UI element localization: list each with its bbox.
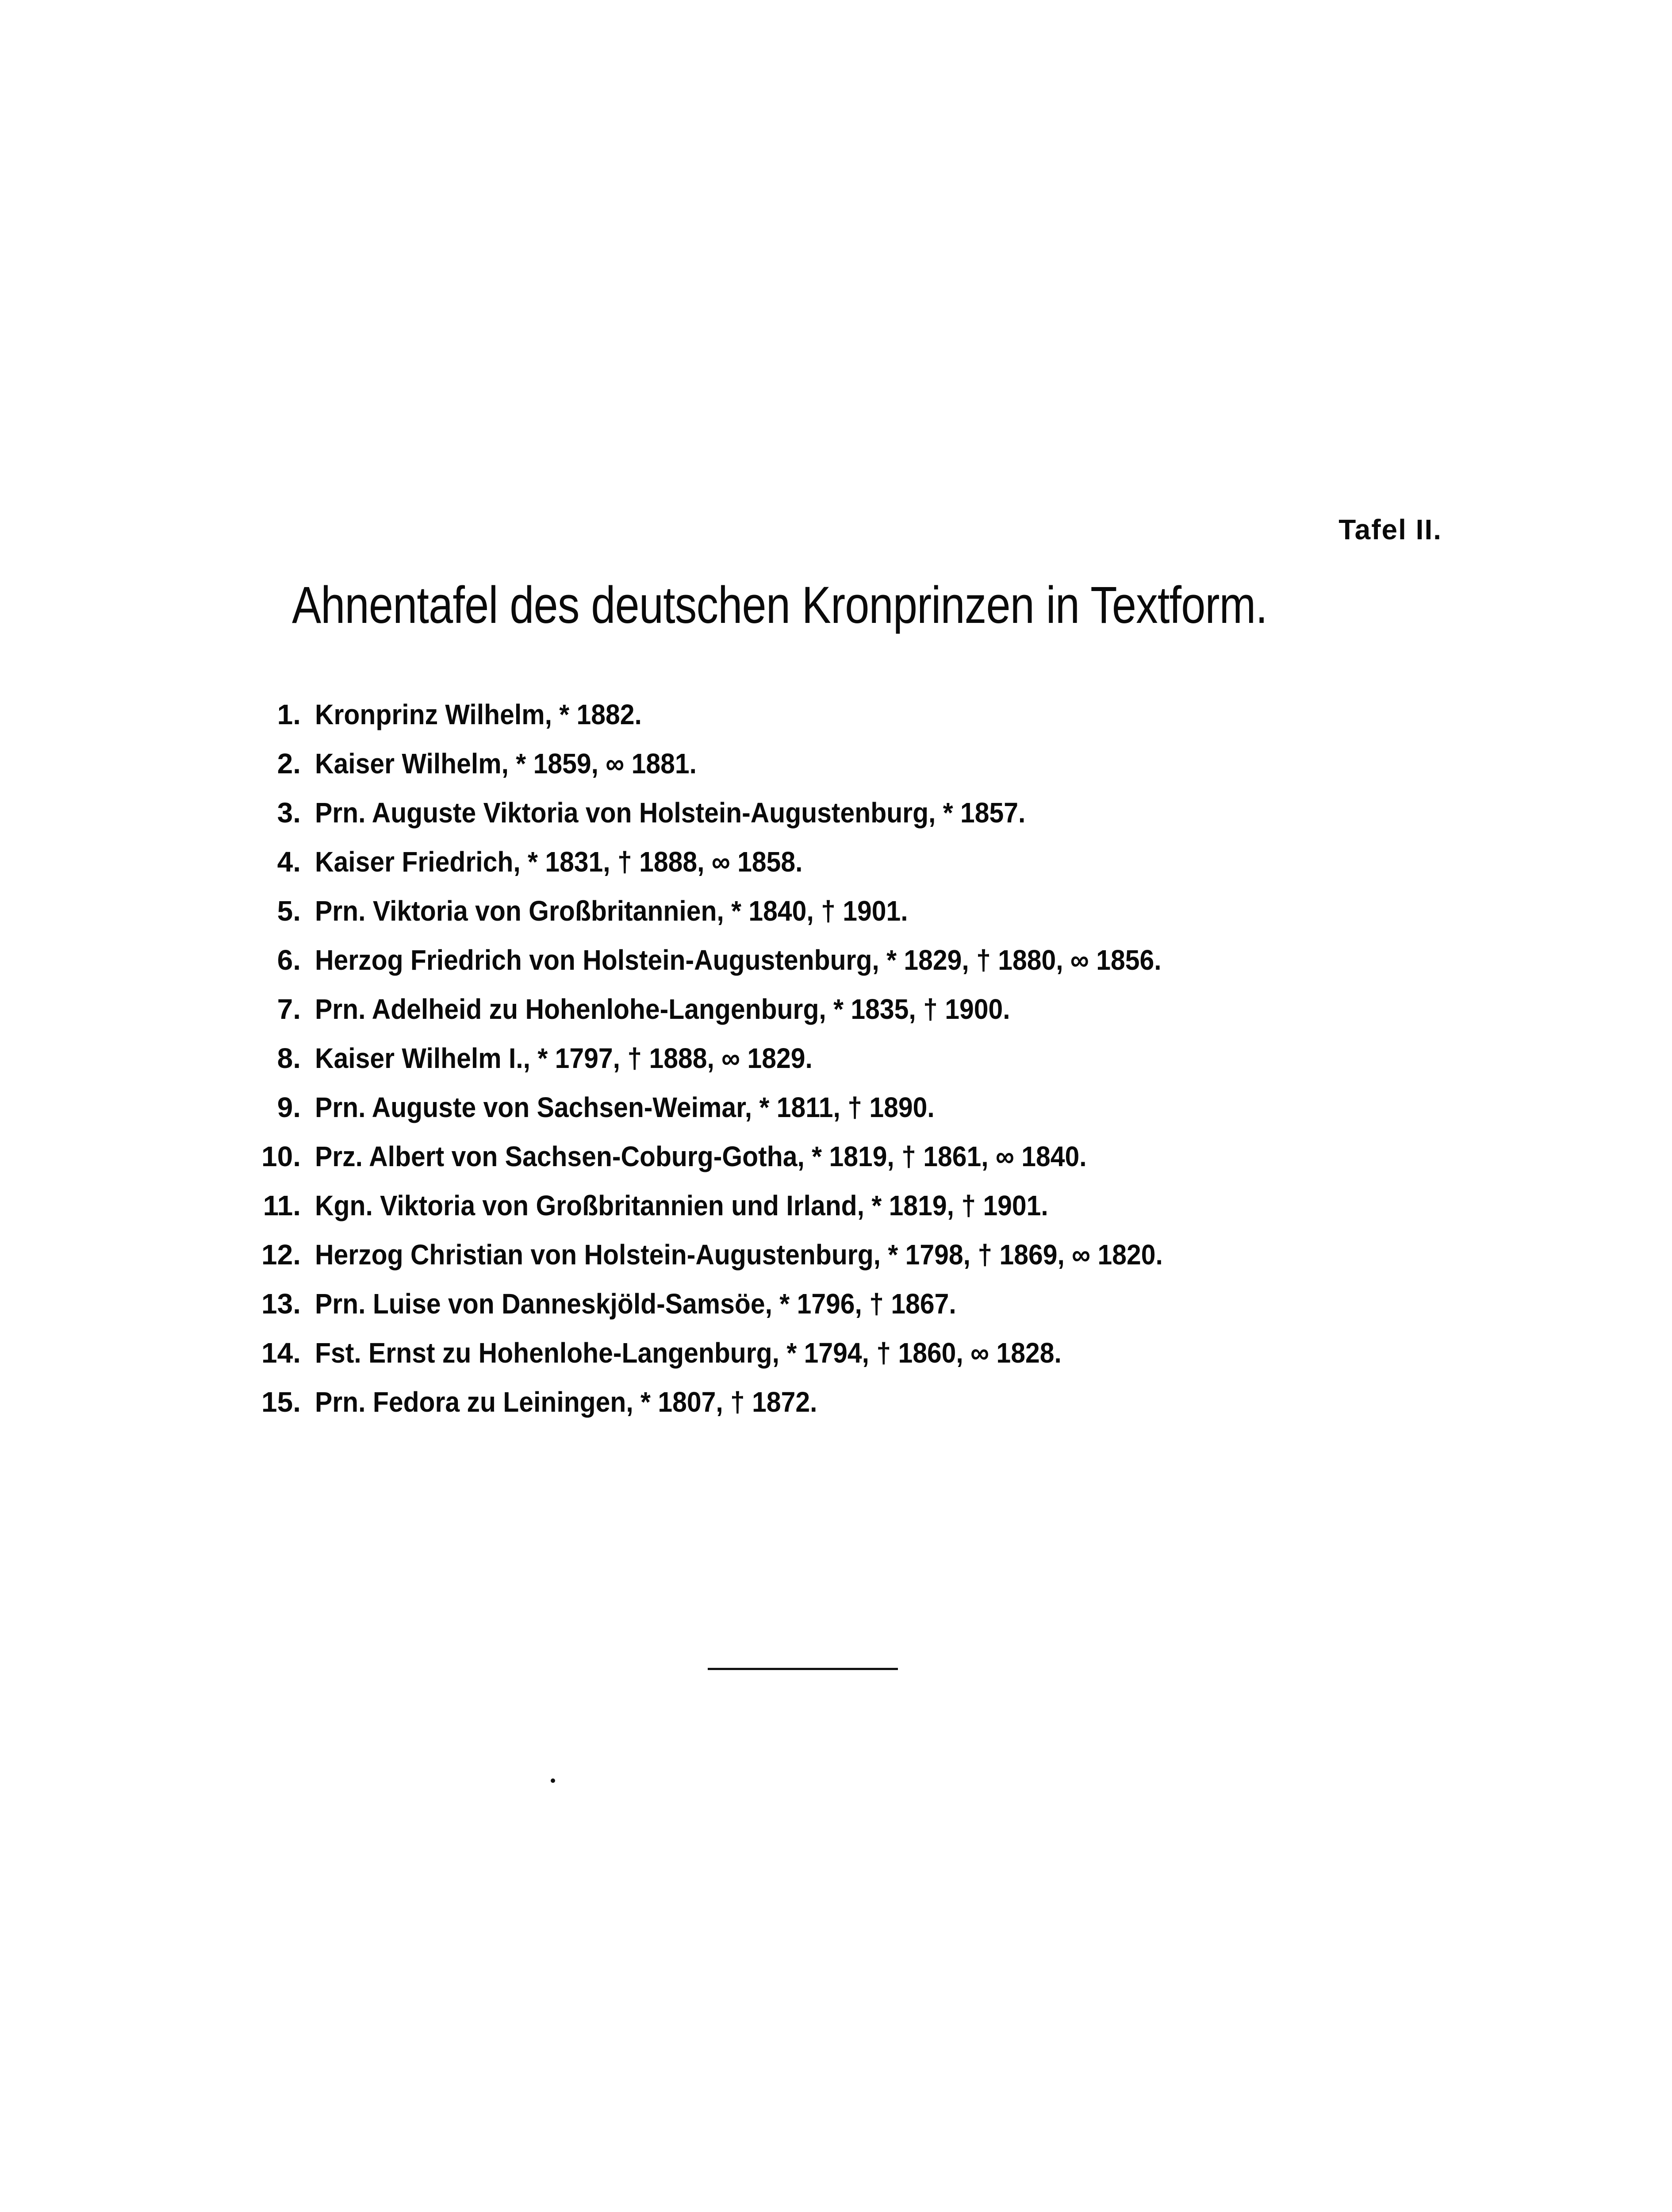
- entry-text: Prn. Fedora zu Leiningen, * 1807, † 1872.: [315, 1386, 817, 1418]
- stray-mark: [551, 1778, 555, 1783]
- entry-number: 13.: [261, 1288, 301, 1320]
- entry-text: Herzog Friedrich von Holstein-Augustenburg, * 1829, † 1880, ∞ 1856.: [315, 944, 1162, 976]
- entry-text: Kaiser Wilhelm I., * 1797, † 1888, ∞ 1829.: [315, 1042, 813, 1074]
- list-item: [248, 1230, 1237, 1279]
- entry-number: 8.: [277, 1042, 301, 1074]
- entry-text: Prn. Auguste Viktoria von Holstein-Augustenburg, * 1857.: [315, 797, 1026, 829]
- entry-text: Fst. Ernst zu Hohenlohe-Langenburg, * 1794, † 1860, ∞ 1828.: [315, 1337, 1062, 1369]
- list-item: [248, 985, 1237, 1034]
- ancestor-list: [248, 690, 1237, 1427]
- entry-text: Kgn. Viktoria von Großbritannien und Irland, * 1819, † 1901.: [315, 1190, 1048, 1221]
- list-item: [248, 788, 1237, 837]
- entry-text: Prn. Adelheid zu Hohenlohe-Langenburg, * 1835, † 1900.: [315, 993, 1010, 1025]
- entry-text: Prz. Albert von Sachsen-Coburg-Gotha, * 1819, † 1861, ∞ 1840.: [315, 1141, 1087, 1172]
- entry-text: Kaiser Friedrich, * 1831, † 1888, ∞ 1858.: [315, 846, 803, 878]
- list-item: [248, 1181, 1237, 1230]
- list-item: [248, 887, 1237, 936]
- section-divider: [708, 1668, 898, 1670]
- entry-number: 1.: [277, 699, 301, 730]
- entry-number: 7.: [277, 993, 301, 1025]
- list-item: [248, 1034, 1237, 1083]
- entry-text: Prn. Viktoria von Großbritannien, * 1840, † 1901.: [315, 895, 908, 927]
- entry-number: 5.: [277, 895, 301, 927]
- entry-text: Prn. Auguste von Sachsen-Weimar, * 1811, † 1890.: [315, 1091, 935, 1123]
- list-item: [248, 1329, 1237, 1378]
- entry-number: 10.: [261, 1141, 301, 1172]
- entry-text: Kaiser Wilhelm, * 1859, ∞ 1881.: [315, 748, 697, 780]
- entry-text: Prn. Luise von Danneskjöld-Samsöe, * 1796, † 1867.: [315, 1288, 956, 1320]
- page-title: Ahnentafel des deutschen Kronprinzen in Textform.: [292, 576, 1268, 634]
- plate-label: Tafel II.: [1338, 514, 1442, 545]
- entry-number: 9.: [277, 1091, 301, 1123]
- entry-number: 14.: [261, 1337, 301, 1369]
- list-item: [248, 1279, 1237, 1329]
- list-item: [248, 1132, 1237, 1181]
- entry-number: 3.: [277, 797, 301, 829]
- entry-number: 6.: [277, 944, 301, 976]
- list-item: [248, 1378, 1237, 1427]
- entry-number: 12.: [261, 1239, 301, 1271]
- list-item: [248, 936, 1237, 985]
- entry-number: 11.: [263, 1190, 301, 1221]
- list-item: [248, 1083, 1237, 1132]
- entry-number: 4.: [277, 846, 301, 878]
- list-item: [248, 739, 1237, 788]
- entry-number: 2.: [277, 748, 301, 780]
- entry-text: Herzog Christian von Holstein-Augustenburg, * 1798, † 1869, ∞ 1820.: [315, 1239, 1163, 1271]
- list-item: [248, 837, 1237, 887]
- entry-text: Kronprinz Wilhelm, * 1882.: [315, 699, 642, 730]
- entry-number: 15.: [261, 1386, 301, 1418]
- list-item: [248, 690, 1237, 739]
